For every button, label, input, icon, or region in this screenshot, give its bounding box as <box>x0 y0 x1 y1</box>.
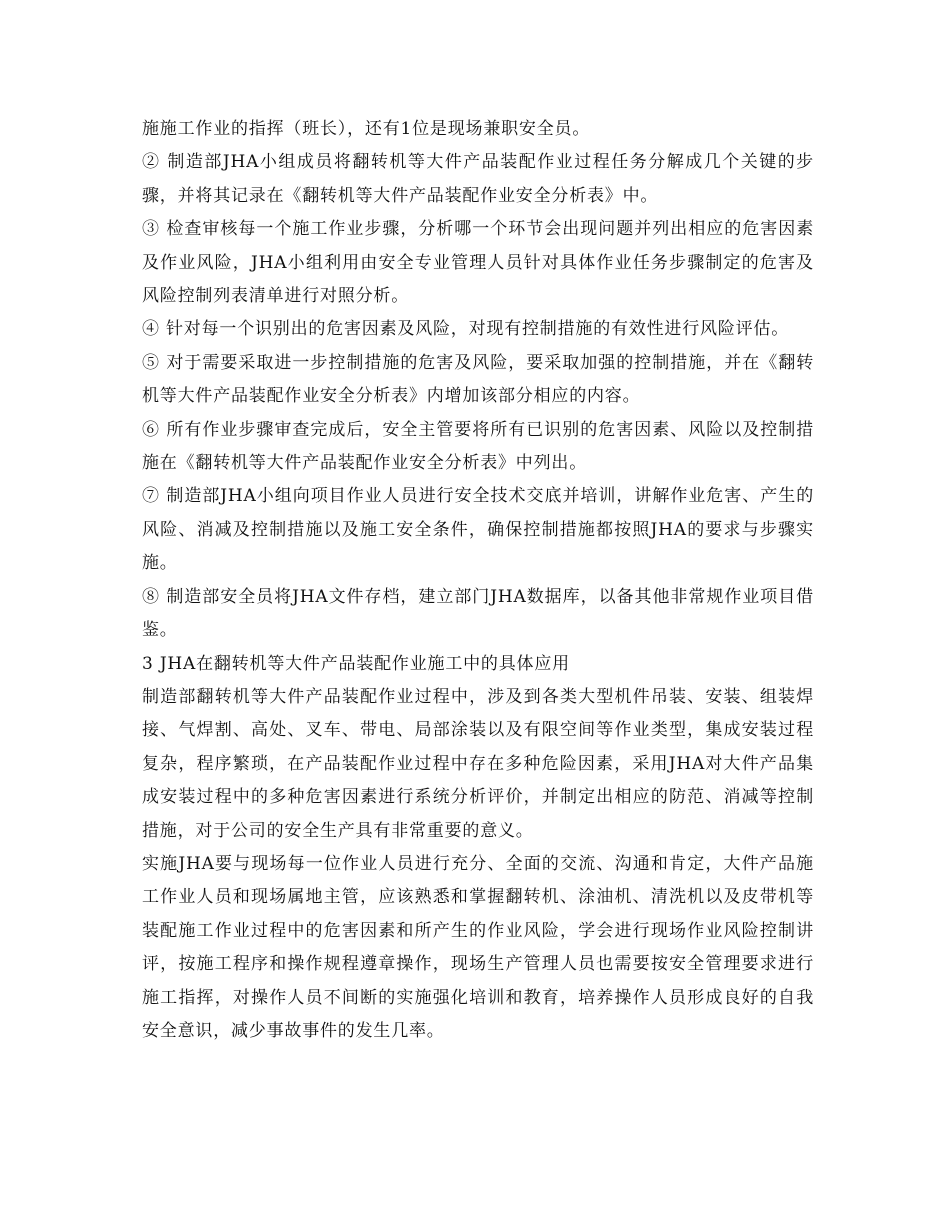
document-body <box>142 113 814 1048</box>
paragraph-step-3: ③ 检查审核每一个施工作业步骤，分析哪一个环节会出现问题并列出相应的危害因素及作业风险，JHA小组利用由安全专业管理人员针对具体作业任务步骤制定的危害及风险控制列表清单进行对照分析。 <box>142 219 814 307</box>
paragraph-step-8: ⑧ 制造部安全员将JHA文件存档，建立部门JHA数据库，以备其他非常规作业项目借鉴。 <box>142 586 814 641</box>
paragraph-step-2: ② 制造部JHA小组成员将翻转机等大件产品装配作业过程任务分解成几个关键的步骤，并将其记录在《翻转机等大件产品装配作业安全分析表》中。 <box>142 152 814 206</box>
body-paragraph-2: 实施JHA要与现场每一位作业人员进行充分、全面的交流、沟通和肯定，大件产品施工作业人员和现场属地主管，应该熟悉和掌握翻转机、涂油机、清洗机以及皮带机等装配施工作业过程中的危害因素和所产生的作业风险，学会进行现场作业风险控制讲评，按施工程序和操作规程遵章操作，现场生产管理人员也需要按安全管理要求进行施工指挥，对操作人员不间断的实施强化培训和教育，培养操作人员形成良好的自我安全意识，减少事故事件的发生几率。 <box>142 853 814 1041</box>
paragraph-continuation: 施施工作业的指挥（班长），还有1位是现场兼职安全员。 <box>142 119 591 139</box>
paragraph-step-5: ⑤ 对于需要采取进一步控制措施的危害及风险，要采取加强的控制措施，并在《翻转机等大件产品装配作业安全分析表》内增加该部分相应的内容。 <box>142 352 814 407</box>
body-paragraph-1: 制造部翻转机等大件产品装配作业过程中，涉及到各类大型机件吊装、安装、组装焊接、气焊割、高处、叉车、带电、局部涂装以及有限空间等作业类型，集成安装过程复杂，程序繁琐，在产品装配作业过程中存在多种危险因素，采用JHA对大件产品集成安装过程中的多种危害因素进行系统分析评价，并制定出相应的防范、消减等控制措施，对于公司的安全生产具有非常重要的意义。 <box>142 686 814 841</box>
paragraph-step-4: ④ 针对每一个识别出的危害因素及风险，对现有控制措施的有效性进行风险评估。 <box>142 319 790 340</box>
paragraph-step-7: ⑦ 制造部JHA小组向项目作业人员进行安全技术交底并培训，讲解作业危害、产生的风险、消减及控制措施以及施工安全条件，确保控制措施都按照JHA的要求与步骤实施。 <box>142 486 814 574</box>
paragraph-step-6: ⑥ 所有作业步骤审查完成后，安全主管要将所有已识别的危害因素、风险以及控制措施在《翻转机等大件产品装配作业安全分析表》中列出。 <box>142 419 814 474</box>
section-heading: 3 JHA在翻转机等大件产品装配作业施工中的具体应用 <box>142 653 570 674</box>
